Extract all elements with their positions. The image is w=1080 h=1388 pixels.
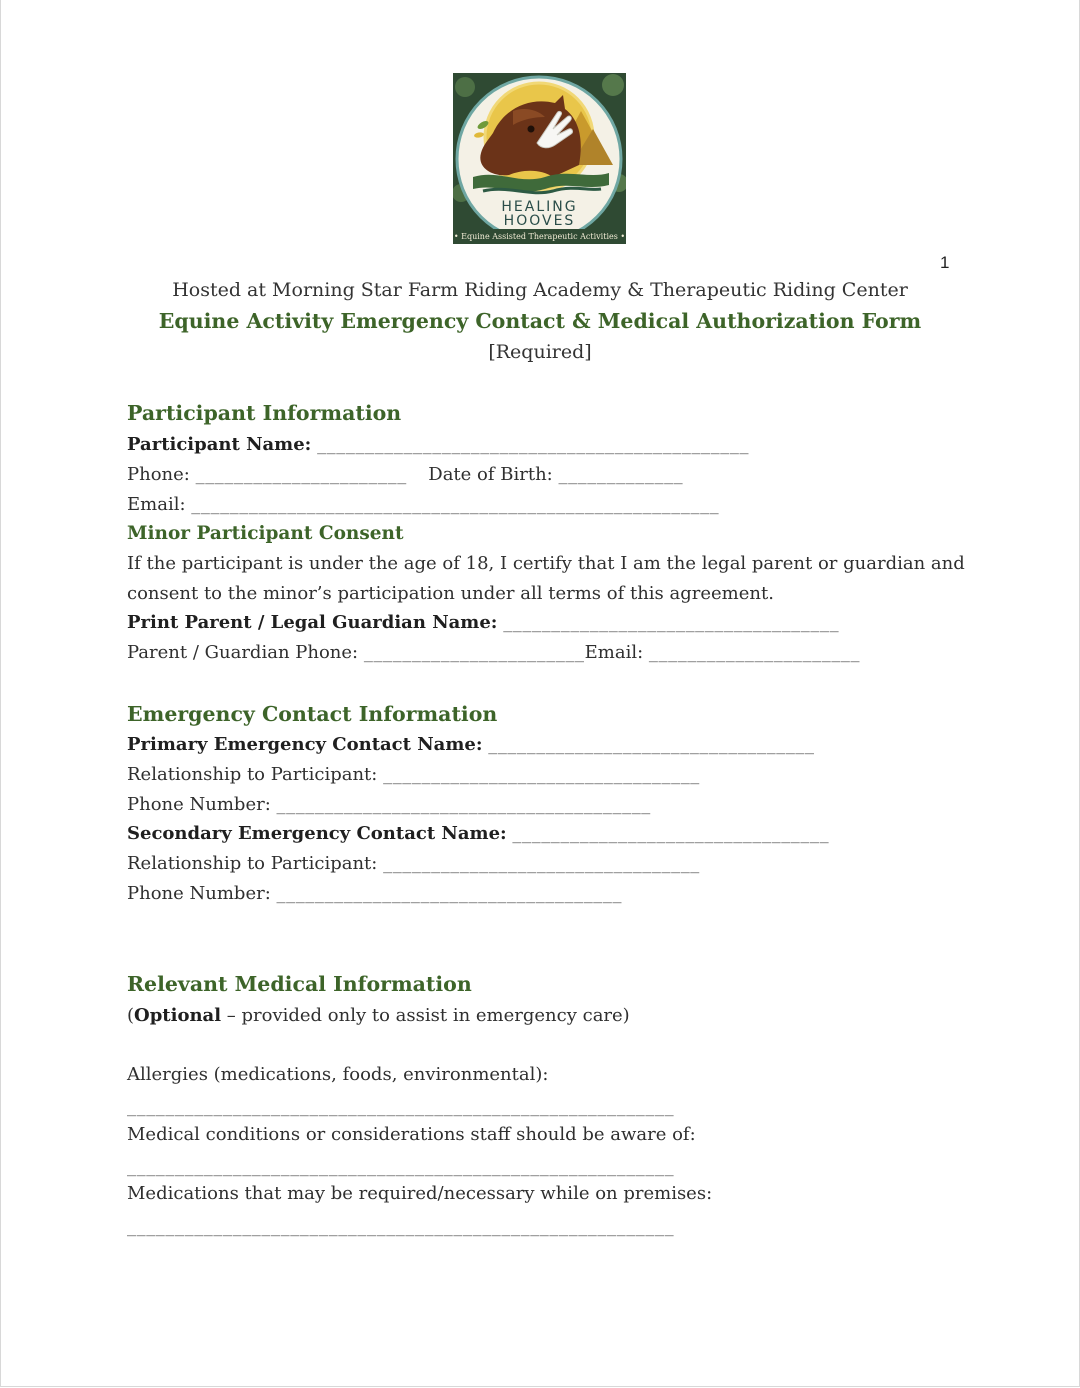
- participant-dob-label: Date of Birth:: [428, 464, 553, 485]
- form-title: Equine Activity Emergency Contact & Medical Authorization Form: [158, 309, 922, 333]
- primary-relationship-row: [127, 763, 700, 787]
- medications-label: Medications that may be required/necessary while on premises:: [127, 1183, 713, 1204]
- guardian-phone-label: Parent / Guardian Phone:: [127, 642, 359, 663]
- primary-relationship-field[interactable]: _________________________________: [383, 764, 700, 785]
- participant-name-field[interactable]: _____________________________________________: [317, 434, 750, 455]
- participant-email-label: Email:: [127, 494, 186, 515]
- medical-section-title: Relevant Medical Information: [127, 972, 472, 996]
- primary-contact-field[interactable]: __________________________________: [488, 734, 815, 755]
- primary-phone-row: [127, 793, 651, 817]
- page-number: 1: [940, 253, 950, 272]
- participant-section-title: Participant Information: [127, 401, 402, 425]
- guardian-phone-email-row: [127, 641, 860, 665]
- participant-name-label: Participant Name:: [127, 434, 312, 455]
- medical-note-rest: – provided only to assist in emergency care): [221, 1005, 630, 1026]
- primary-contact-row: [127, 733, 815, 757]
- participant-name-row: [127, 433, 749, 457]
- logo-tagline: • Equine Assisted Therapeutic Activities •: [453, 232, 626, 241]
- guardian-name-row: [127, 611, 839, 635]
- participant-phone-field[interactable]: ______________________: [195, 464, 407, 485]
- secondary-relationship-label: Relationship to Participant:: [127, 853, 378, 874]
- guardian-email-field[interactable]: ______________________: [648, 642, 861, 663]
- allergies-field[interactable]: _________________________________________________________: [127, 1096, 675, 1117]
- secondary-phone-label: Phone Number:: [127, 883, 271, 904]
- primary-contact-label: Primary Emergency Contact Name:: [127, 734, 483, 755]
- emergency-section-title: Emergency Contact Information: [127, 702, 498, 726]
- guardian-email-label: Email:: [584, 642, 644, 663]
- allergies-label: Allergies (medications, foods, environmental):: [127, 1064, 549, 1085]
- minor-consent-title: Minor Participant Consent: [127, 523, 404, 544]
- logo-name-line1: HEALING: [501, 199, 578, 215]
- secondary-contact-row: [127, 822, 829, 846]
- secondary-contact-label: Secondary Emergency Contact Name:: [127, 823, 507, 844]
- primary-phone-field[interactable]: _______________________________________: [276, 794, 651, 815]
- participant-email-row: [127, 493, 719, 517]
- participant-email-field[interactable]: _______________________________________________________: [191, 494, 720, 515]
- logo-graphic: [453, 73, 626, 244]
- conditions-label: Medical conditions or considerations staff should be aware of:: [127, 1124, 696, 1145]
- medical-optional-note: [127, 1004, 630, 1028]
- hosted-at-line: Hosted at Morning Star Farm Riding Academy & Therapeutic Riding Center: [172, 279, 908, 301]
- healing-hooves-logo: [453, 73, 626, 244]
- primary-relationship-label: Relationship to Participant:: [127, 764, 378, 785]
- minor-consent-text-line2: consent to the minor’s participation under all terms of this agreement.: [127, 583, 774, 604]
- participant-phone-dob-row: [127, 463, 683, 487]
- minor-consent-text-line1: If the participant is under the age of 18, I certify that I am the legal parent or guardian and: [127, 553, 965, 574]
- conditions-field[interactable]: _________________________________________________________: [127, 1156, 675, 1177]
- medical-note-open: (: [127, 1005, 135, 1026]
- medical-note-optional: Optional: [134, 1005, 222, 1026]
- secondary-relationship-row: [127, 852, 700, 876]
- guardian-name-label: Print Parent / Legal Guardian Name:: [127, 612, 498, 633]
- secondary-contact-field[interactable]: _________________________________: [512, 823, 830, 844]
- participant-phone-label: Phone:: [127, 464, 190, 485]
- secondary-phone-row: [127, 882, 622, 906]
- required-note: [Required]: [488, 341, 592, 363]
- guardian-phone-field[interactable]: _______________________: [363, 642, 585, 663]
- primary-phone-label: Phone Number:: [127, 794, 271, 815]
- secondary-relationship-field[interactable]: _________________________________: [383, 853, 700, 874]
- guardian-name-field[interactable]: ___________________________________: [503, 612, 840, 633]
- secondary-phone-field[interactable]: ____________________________________: [276, 883, 623, 904]
- participant-dob-field[interactable]: _____________: [558, 464, 684, 485]
- logo-name-line2: HOOVES: [503, 213, 576, 229]
- medications-field[interactable]: _________________________________________________________: [127, 1216, 675, 1237]
